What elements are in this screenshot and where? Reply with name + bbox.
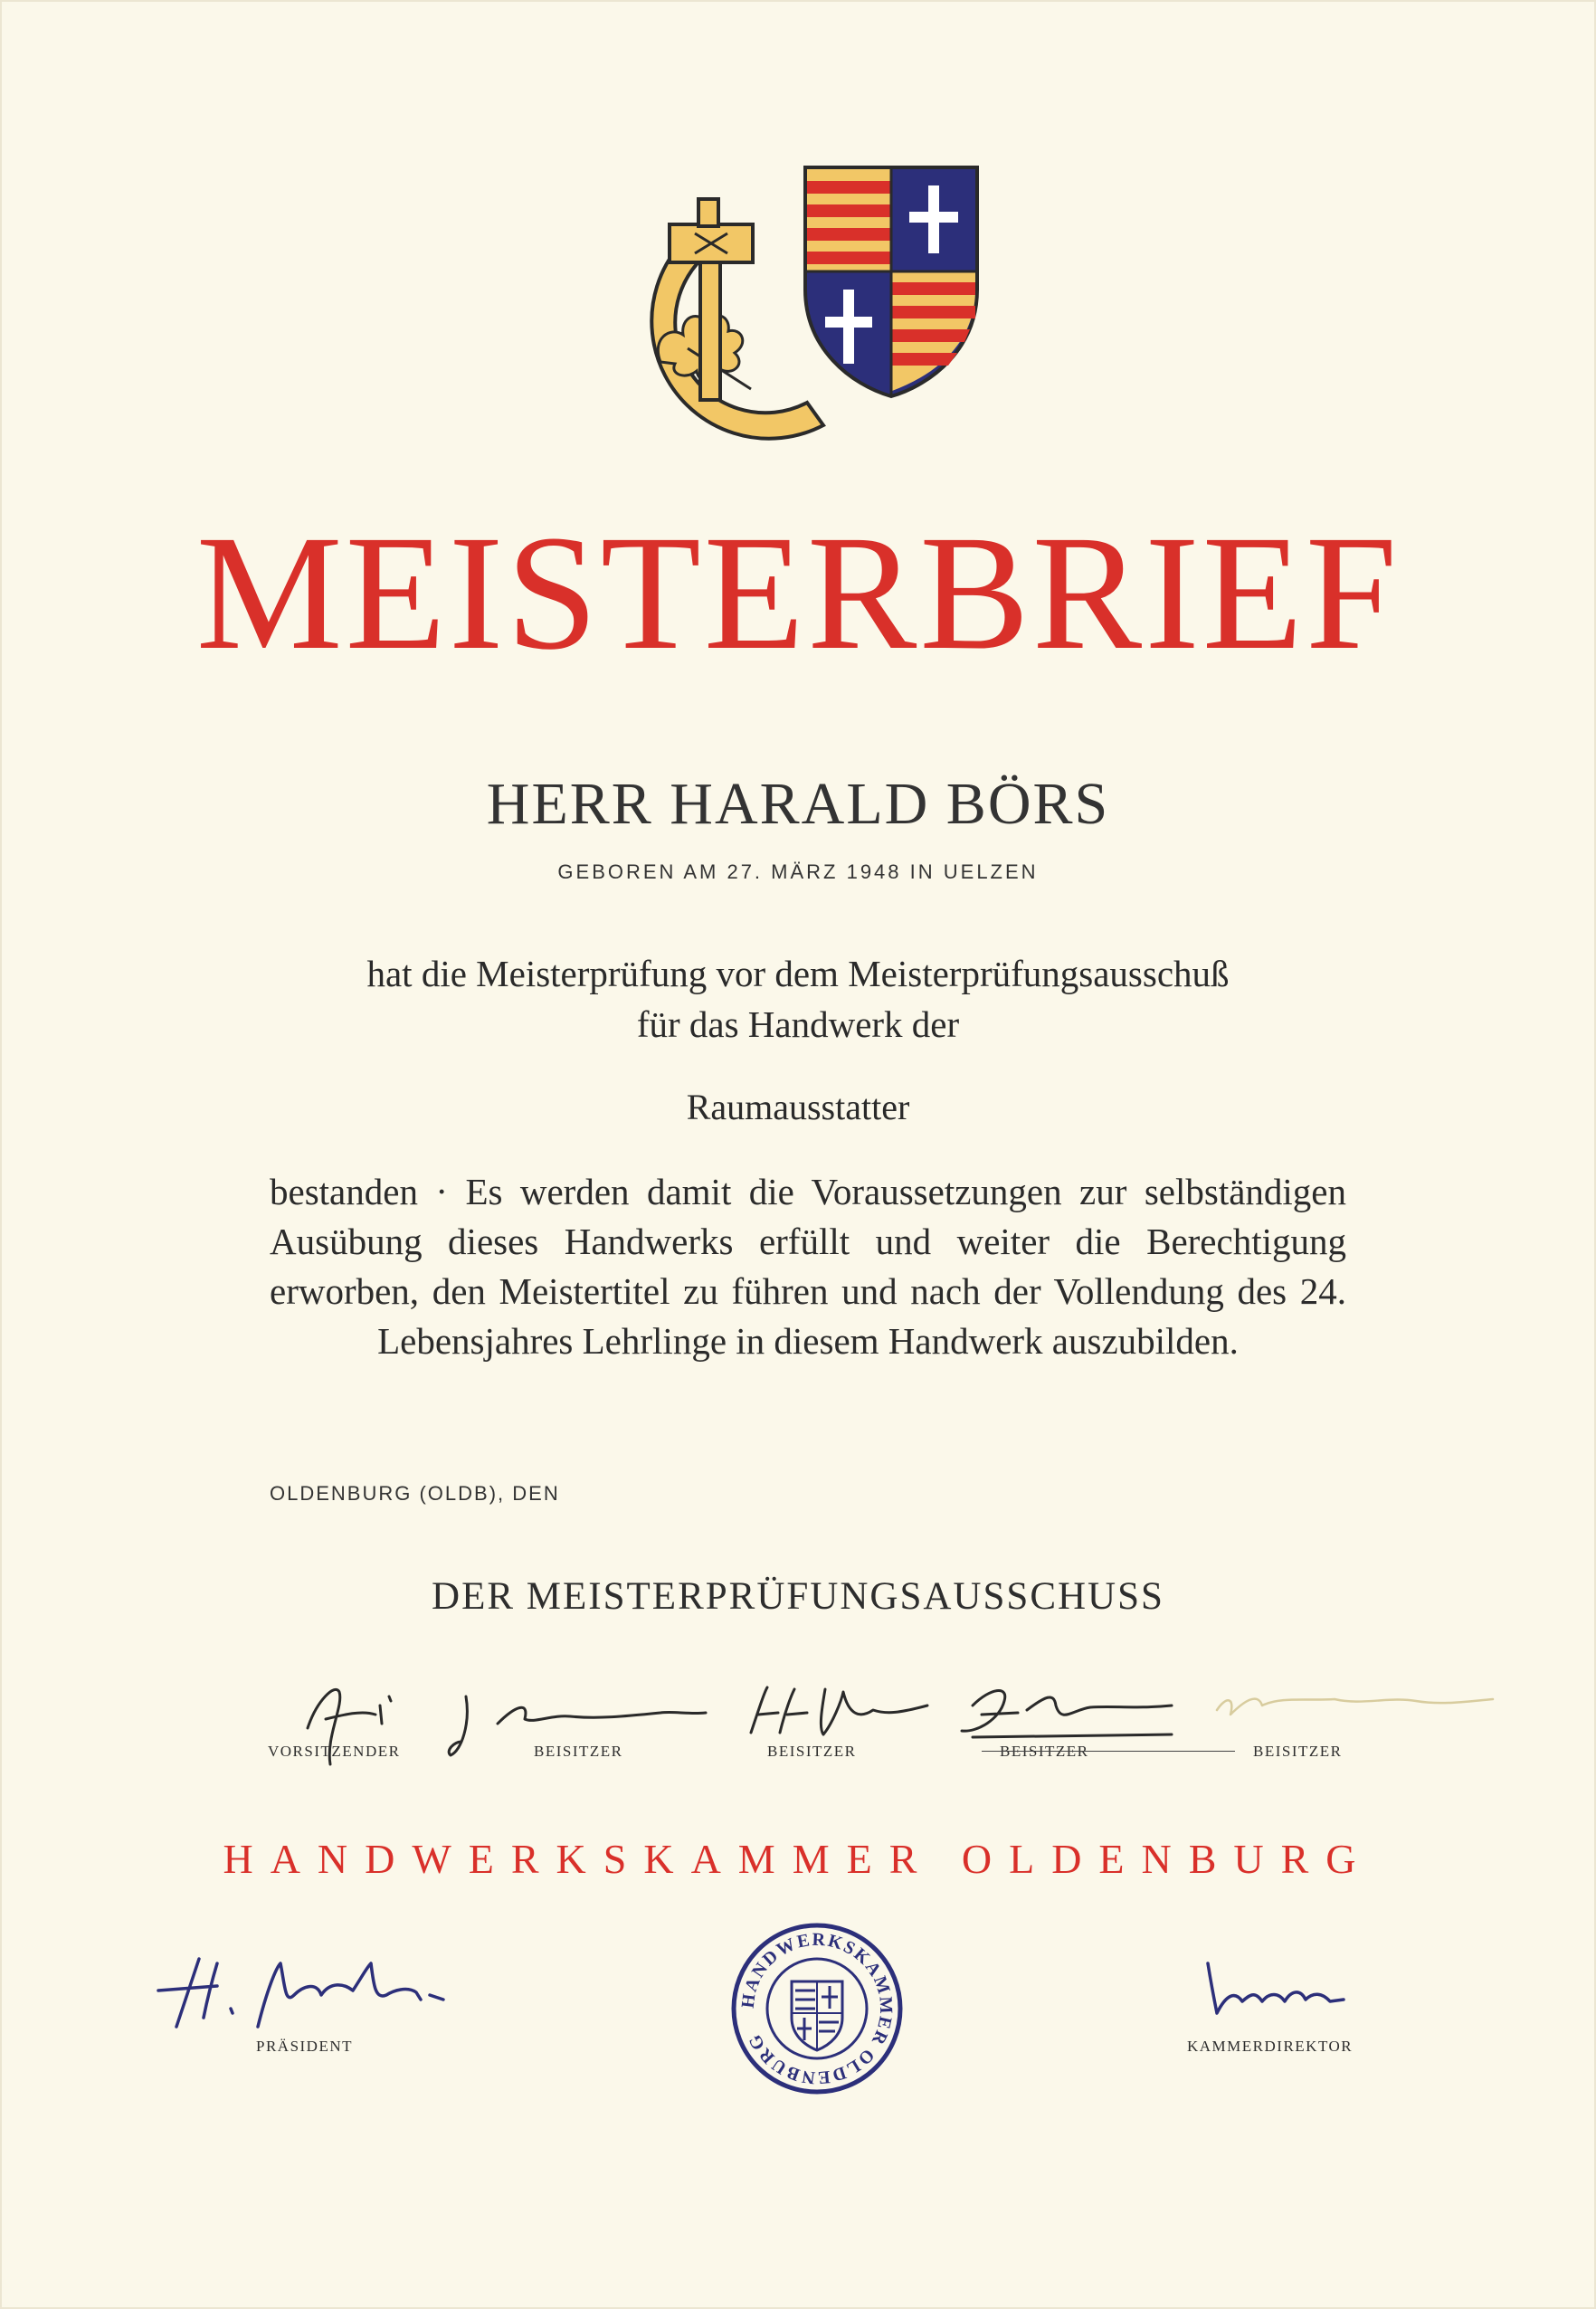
place-date-label: OLDENBURG (OLDB), DEN bbox=[270, 1482, 560, 1505]
intro-line-1: hat die Meisterprüfung vor dem Meisterprüfungsausschuß bbox=[366, 953, 1230, 994]
chamber-name: HANDWERKSKAMMER OLDENBURG bbox=[223, 1836, 1373, 1882]
chamber-seal bbox=[727, 1918, 907, 2099]
signature-president bbox=[149, 1945, 484, 2045]
signature-assessor-4 bbox=[1208, 1674, 1497, 1737]
coat-of-arms-icon bbox=[805, 167, 977, 396]
role-assessor-3: BEISITZER bbox=[1000, 1743, 1089, 1760]
seal-text: HANDWERKSKAMMER OLDENBURG bbox=[737, 1929, 897, 2088]
intro-line-2: für das Handwerk der bbox=[636, 1003, 960, 1045]
president-label: PRÄSIDENT bbox=[256, 2038, 354, 2055]
role-assessor-1: BEISITZER bbox=[534, 1743, 623, 1760]
seal-coat-of-arms-icon bbox=[792, 1981, 842, 2050]
signature-director bbox=[1199, 1945, 1353, 2027]
committee-heading: DER MEISTERPRÜFUNGSAUSSCHUSS bbox=[432, 1575, 1164, 1618]
role-assessor-2: BEISITZER bbox=[767, 1743, 857, 1760]
trade-name: Raumausstatter bbox=[686, 1087, 910, 1127]
signature-assessor-3 bbox=[955, 1678, 1181, 1751]
body-paragraph: bestanden · Es werden damit die Voraussetzungen zur selbständigen Ausübung dieses Handwerks erfüllt und weiter die Berechtigung erworben, den Meistertitel zu führen und nach der Vollendung des 24. Lebensjahres Lehrlinge in diesem Handwerk auszubilden. bbox=[270, 1171, 1346, 1362]
signature-line bbox=[982, 1751, 1235, 1752]
certificate-title: MEISTERBRIEF bbox=[195, 502, 1401, 684]
birth-line: GEBOREN AM 27. MÄRZ 1948 IN UELZEN bbox=[557, 860, 1039, 883]
recipient-name: HERR HARALD BÖRS bbox=[486, 771, 1110, 837]
crest-emblem bbox=[597, 154, 1013, 452]
signature-assessor-2 bbox=[742, 1678, 932, 1751]
role-assessor-4: BEISITZER bbox=[1253, 1743, 1343, 1760]
director-label: KAMMERDIREKTOR bbox=[1187, 2038, 1354, 2055]
role-chairman: VORSITZENDER bbox=[268, 1743, 401, 1760]
